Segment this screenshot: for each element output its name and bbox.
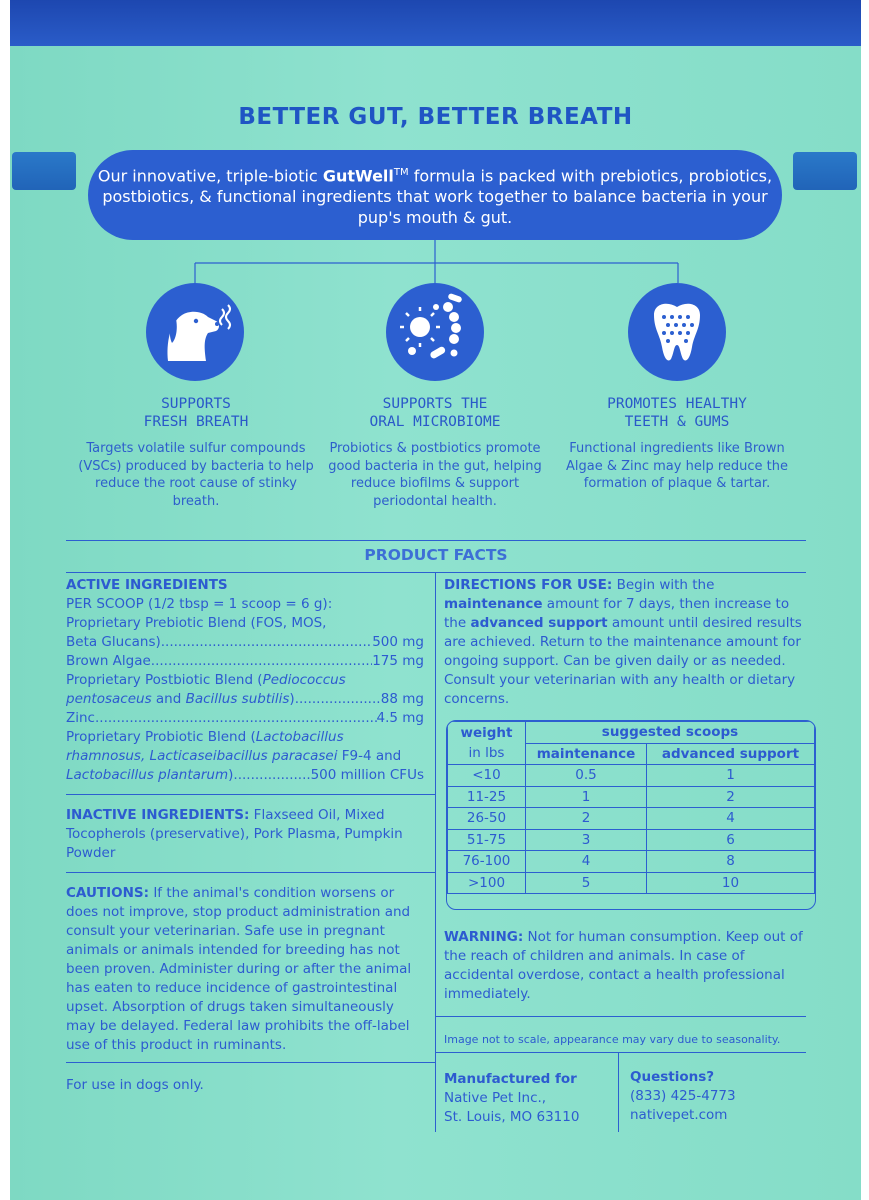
warning-text: Not for human consumption. Keep out of the reach of children and animals. In case of accidental overdose, contact a health professional immediately. (444, 929, 803, 1002)
text: ) (228, 767, 234, 783)
weight-cell: 51-75 (448, 829, 526, 851)
feature-title-line: FRESH BREATH (143, 414, 249, 430)
divider (66, 872, 435, 873)
mfg-line: St. Louis, MO 63110 (444, 1109, 580, 1125)
weight-cell: 26-50 (448, 808, 526, 830)
divider (66, 572, 806, 573)
divider (66, 794, 435, 795)
feature-title-line: PROMOTES HEALTHY (607, 396, 747, 412)
dog-breath-icon (146, 283, 244, 381)
column-divider (618, 1052, 619, 1132)
advanced-cell: 8 (646, 851, 814, 873)
maintenance-cell: 3 (526, 829, 647, 851)
top-band (10, 0, 861, 46)
questions-label: Questions? (630, 1069, 715, 1085)
text: F9-4 and (337, 748, 402, 764)
tooth-icon (628, 283, 726, 381)
text: Proprietary Postbiotic Blend ( (66, 672, 263, 688)
website-link[interactable]: nativepet.com (630, 1107, 728, 1123)
probiotic-line (66, 747, 424, 766)
algae-name: Brown Algae (66, 653, 151, 669)
feature-title-line: TEETH & GUMS (624, 414, 730, 430)
maintenance-cell: 4 (526, 851, 647, 873)
product-facts-panel (66, 540, 806, 1160)
feature-title-line: SUPPORTS THE (382, 396, 488, 412)
text: Proprietary Probiotic Blend ( (66, 729, 256, 745)
maintenance-cell: 2 (526, 808, 647, 830)
inactive-label: INACTIVE INGREDIENTS: (66, 807, 250, 823)
postbiotic-amount: 88 mg (380, 691, 424, 707)
scoop-table (446, 720, 816, 910)
prebiotic-name: Beta Glucans) (66, 634, 161, 650)
weight-cell: <10 (448, 765, 526, 787)
phone-link[interactable]: (833) 425-4773 (630, 1088, 736, 1104)
prebiotic-line: Proprietary Prebiotic Blend (FOS, MOS, (66, 615, 327, 631)
microbe-icon (386, 283, 484, 381)
intro-before: Our innovative, triple-biotic (97, 166, 323, 186)
text: weight (460, 725, 513, 741)
weight-cell: 76-100 (448, 851, 526, 873)
text: amount for 7 days, then increase to the (444, 596, 790, 631)
warning (444, 928, 804, 1004)
text: Lactobacillus plantarum (66, 767, 229, 783)
feature-desc-teeth-gums: Functional ingredients like Brown Algae & Zinc may help reduce the formation of plaque & tartar. (565, 441, 788, 491)
per-scoop: PER SCOOP (1/2 tbsp = 1 scoop = 6 g): (66, 596, 333, 612)
feature-title-teeth-gums (562, 395, 792, 431)
table-row (448, 765, 815, 787)
active-heading: ACTIVE INGREDIENTS (66, 577, 228, 593)
text: amount until desired results are achieved. Return to the maintenance amount for ongoing support. Can be given daily or as needed. Consult your veterinarian with any health or dietary concerns. (444, 615, 802, 707)
inactive-text: Flaxseed Oil, Mixed Tocopherols (preservative), Pork Plasma, Pumpkin Powder (66, 807, 403, 861)
probiotic-line (66, 728, 424, 747)
table-row (448, 829, 815, 851)
column-divider (435, 572, 436, 1132)
advanced-cell: 10 (646, 872, 814, 894)
advanced-cell: 2 (646, 786, 814, 808)
product-facts-title: PRODUCT FACTS (364, 546, 508, 564)
active-ingredients (66, 576, 424, 785)
suggested-header: suggested scoops (526, 722, 815, 744)
divider (66, 1062, 435, 1063)
feature-title-fresh-breath (81, 395, 311, 431)
mfg-line: Native Pet Inc., (444, 1090, 547, 1106)
maintenance-header: maintenance (526, 743, 647, 765)
postbiotic-line (66, 671, 424, 690)
cautions-text: If the animal's condition worsens or does not improve, stop product administration and consult your veterinarian. Safe use in pregnant animals or animals intended for breeding has not been proven. Administer during or after the animal has eaten to reduce incidence of gastrointestinal upset. Absorption of drugs taken simultaneously may be delayed. Federal law prohibits the off-label use of this product in ruminants. (66, 885, 412, 1053)
advanced-cell: 4 (646, 808, 814, 830)
brand-name: GutWell (322, 166, 394, 186)
maintenance-cell: 5 (526, 872, 647, 894)
maintenance-cell: 1 (526, 786, 647, 808)
advanced-cell: 6 (646, 829, 814, 851)
text: ) (289, 691, 295, 707)
table-row (448, 786, 815, 808)
package-back (10, 0, 861, 1200)
cautions-label: CAUTIONS: (66, 885, 150, 901)
postbiotic-row (66, 690, 424, 709)
text: and (151, 691, 186, 707)
text: Lactobacillus (255, 729, 344, 745)
prebiotic-row (66, 633, 424, 652)
headline: BETTER GUT, BETTER BREATH (238, 104, 633, 130)
intro-pill (88, 150, 782, 240)
zinc-row (66, 709, 424, 728)
manufacturer (444, 1070, 614, 1127)
left-tab (12, 152, 76, 190)
feature-title-oral-microbiome (320, 395, 550, 431)
advanced-cell: 1 (646, 765, 814, 787)
feature-desc-fresh-breath: Targets volatile sulfur compounds (VSCs) produced by bacteria to help reduce the root cause of stinky breath. (78, 441, 314, 509)
feature-title-line: ORAL MICROBIOME (369, 414, 501, 430)
zinc-amount: 4.5 mg (376, 710, 424, 726)
trademark: TM (393, 167, 409, 178)
algae-amount: 175 mg (372, 653, 424, 669)
text: Begin with the (612, 577, 715, 593)
divider (435, 1016, 806, 1017)
text: Bacillus subtilis (185, 691, 290, 707)
feature-title-line: SUPPORTS (161, 396, 231, 412)
disclaimer: Image not to scale, appearance may vary due to seasonality. (444, 1033, 781, 1046)
probiotic-row (66, 766, 424, 785)
probiotic-amount: 500 million CFUs (310, 767, 424, 783)
divider (435, 1052, 806, 1053)
right-tab (793, 152, 857, 190)
weight-cell: >100 (448, 872, 526, 894)
weight-header (448, 722, 526, 765)
cautions (66, 884, 426, 1055)
zinc-name: Zinc (66, 710, 95, 726)
inactive-ingredients (66, 806, 424, 863)
text: rhamnosus, Lacticaseibacillus paracasei (66, 748, 338, 764)
prebiotic-amount: 500 mg (372, 634, 424, 650)
warning-label: WARNING: (444, 929, 524, 945)
questions (630, 1068, 800, 1125)
text: in lbs (468, 745, 505, 761)
maintenance-cell: 0.5 (526, 765, 647, 787)
divider (66, 540, 806, 541)
directions (444, 576, 804, 709)
directions-label: DIRECTIONS FOR USE: (444, 577, 613, 593)
text: pentosaceus (66, 691, 152, 707)
table-row (448, 872, 815, 894)
advanced-header: advanced support (646, 743, 814, 765)
text: maintenance (444, 596, 543, 612)
algae-row (66, 652, 424, 671)
weight-cell: 11-25 (448, 786, 526, 808)
text: advanced support (470, 615, 608, 631)
table-row (448, 808, 815, 830)
intro-after: formula is packed with prebiotics, probiotics, postbiotics, & functional ingredients that work together to balance bacteria in your pup's mouth & gut. (102, 166, 773, 228)
dogs-only: For use in dogs only. (66, 1077, 204, 1093)
text: Pediococcus (262, 672, 346, 688)
table-row (448, 851, 815, 873)
mfg-label: Manufactured for (444, 1071, 577, 1087)
feature-desc-oral-microbiome: Probiotics & postbiotics promote good bacteria in the gut, helping reduce biofilms & support periodontal health. (328, 441, 542, 509)
